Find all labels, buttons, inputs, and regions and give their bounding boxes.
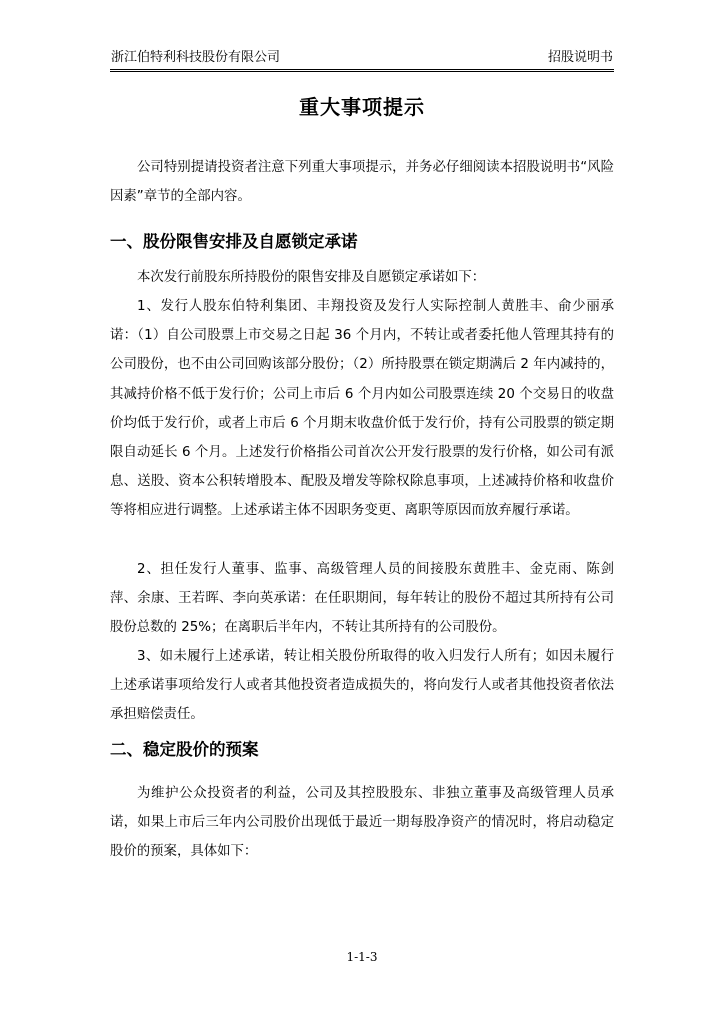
section-heading-lockup: 一、股份限售安排及自愿锁定承诺 [110, 232, 358, 251]
lockup-paragraph-intro: 本次发行前股东所持股份的限售安排及自愿锁定承诺如下： [137, 270, 486, 285]
lockup-paragraph-1: 1、发行人股东伯特利集团、丰翔投资及发行人实际控制人黄胜丰、俞少丽承诺：（1）自公司股票上市交易之日起 36 个月内，不转让或者委托他人管理其持有的公司股份，也不由公司回购该部分股份；（2）所持股票在锁定期满后 2 年内减持的，其减持价格不低于发行价；公司上市后 6 个月内如公司股票连续 20 个交易日的收盘价均低于发行价，或者上市后 6 个月期末收盘价低于发行价，持有公司股票的锁定期限自动延长 6 个月。上述发行价格指公司首次公开发行股票的发行价格，如公司有派息、送股、资本公积转增股本、配股及增发等除权除息事项，上述减持价格和收盘价等将相应进行调整。上述承诺主体不因职务变更、离职等原因而放弃履行承诺。 [110, 299, 614, 519]
section-heading-stabilization: 二、稳定股价的预案 [110, 740, 259, 759]
stabilization-paragraph-1: 为维护公众投资者的利益，公司及其控股股东、非独立董事及高级管理人员承诺，如果上市后三年内公司股价出现低于最近一期每股净资产的情况时，将启动稳定股价的预案，具体如下： [110, 786, 614, 860]
header-document-type: 招股说明书 [547, 50, 613, 65]
intro-paragraph: 公司特别提请投资者注意下列重大事项提示，并务必仔细阅读本招股说明书“风险因素”章节的全部内容。 [110, 160, 614, 205]
lockup-paragraph-3: 3、如未履行上述承诺，转让相关股份所取得的收入归发行人所有；如因未履行上述承诺事项给发行人或者其他投资者造成损失的，将向发行人或者其他投资者依法承担赔偿责任。 [110, 649, 614, 723]
page-title: 重大事项提示 [299, 95, 425, 119]
header-rule [110, 69, 614, 70]
page-number: 1-1-3 [346, 950, 378, 964]
header-company-name: 浙江伯特利科技股份有限公司 [111, 50, 281, 65]
header-rule-secondary [110, 71, 614, 72]
lockup-paragraph-2: 2、担任发行人董事、监事、高级管理人员的间接股东黄胜丰、金克雨、陈剑萍、余康、王若晖、李向英承诺：在任职期间，每年转让的股份不超过其所持有公司股份总数的 25%；在离职后半年内，不转让其所持有的公司股份。 [110, 562, 614, 636]
